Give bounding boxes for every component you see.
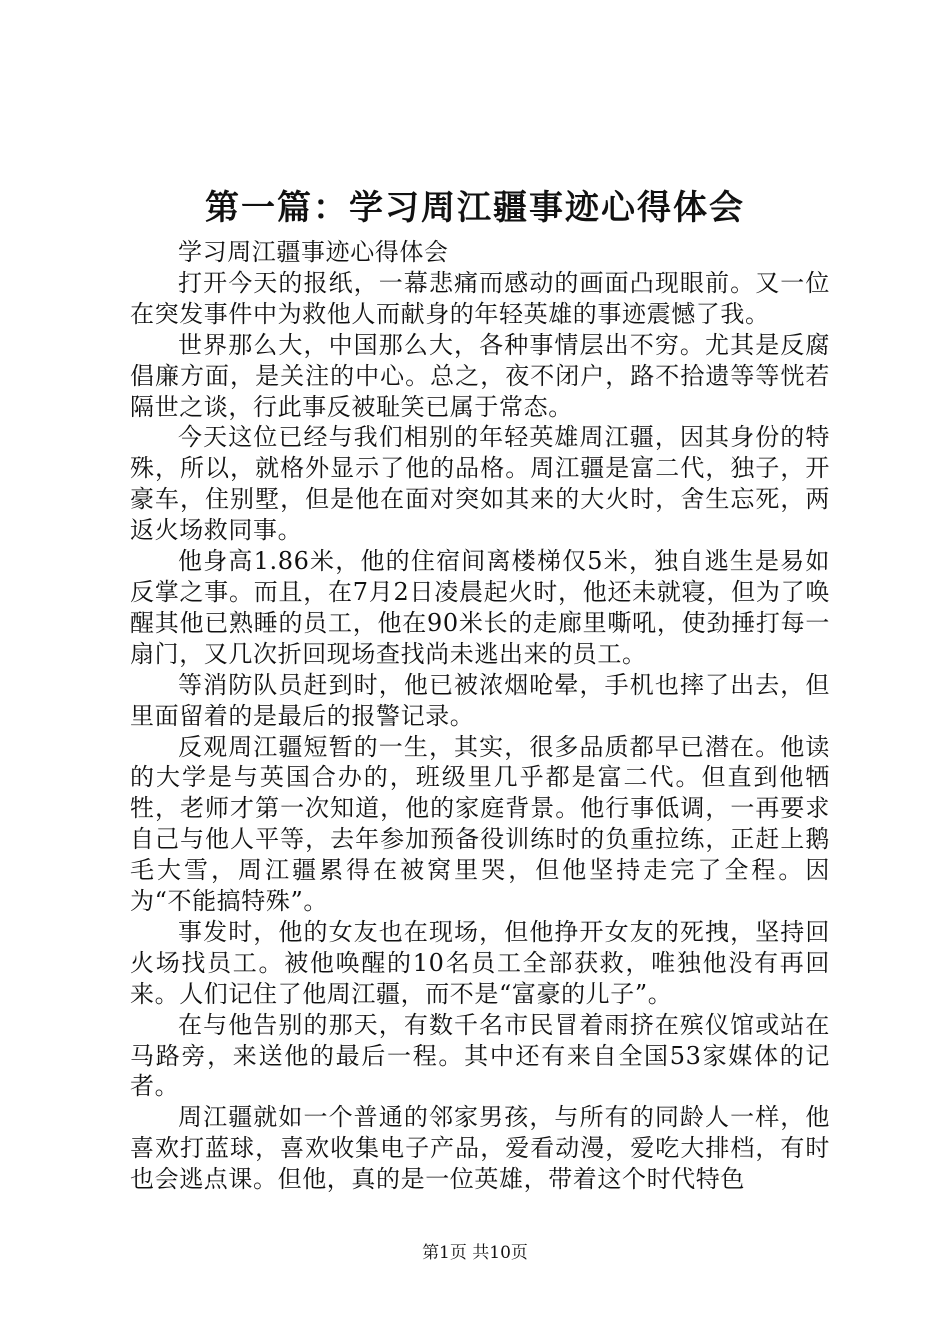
paragraph: 周江疆就如一个普通的邻家男孩，与所有的同龄人一样，他喜欢打蓝球，喜欢收集电子产品，爱看动漫，爱吃大排档，有时也会逃点课。但他，真的是一位英雄，带着这个时代特色 bbox=[130, 1103, 830, 1194]
paragraph: 事发时，他的女友也在现场，但他挣开女友的死拽，坚持回火场找员工。被他唤醒的10名员工全部获救，唯独他没有再回来。人们记住了他周江疆，而不是“富豪的儿子”。 bbox=[130, 917, 830, 1008]
paragraph: 他身高1.86米，他的住宿间离楼梯仅5米，独自逃生是易如反掌之事。而且，在7月2日凌晨起火时，他还未就寝，但为了唤醒其他已熟睡的员工，他在90米长的走廊里嘶吼，使劲捶打每一扇门，又几次折回现场查找尚未逃出来的员工。 bbox=[130, 547, 830, 668]
document-title: 第一篇：学习周江疆事迹心得体会 bbox=[205, 188, 745, 228]
paragraph: 等消防队员赶到时，他已被浓烟呛晕，手机也摔了出去，但里面留着的是最后的报警记录。 bbox=[130, 670, 830, 730]
paragraph: 打开今天的报纸，一幕悲痛而感动的画面凸现眼前。又一位在突发事件中为救他人而献身的年轻英雄的事迹震憾了我。 bbox=[130, 268, 830, 328]
paragraph: 今天这位已经与我们相别的年轻英雄周江疆，因其身份的特殊，所以，就格外显示了他的品格。周江疆是富二代，独子，开豪车，住别墅，但是他在面对突如其来的大火时，舍生忘死，两返火场救同事。 bbox=[130, 423, 830, 545]
paragraph: 在与他告别的那天，有数千名市民冒着雨挤在殡仪馆或站在马路旁，来送他的最后一程。其中还有来自全国53家媒体的记者。 bbox=[130, 1010, 830, 1101]
document-subtitle: 学习周江疆事迹心得体会 bbox=[178, 238, 449, 266]
paragraph: 世界那么大，中国那么大，各种事情层出不穷。尤其是反腐倡廉方面，是关注的中心。总之，夜不闭户，路不拾遗等等恍若隔世之谈，行此事反被耻笑已属于常态。 bbox=[130, 330, 830, 421]
document-body bbox=[130, 237, 830, 1195]
page-number-footer: 第1页 共10页 bbox=[422, 1243, 528, 1263]
paragraph: 反观周江疆短暂的一生，其实，很多品质都早已潜在。他读的大学是与英国合办的，班级里几乎都是富二代。但直到他牺牲，老师才第一次知道，他的家庭背景。他行事低调，一再要求自己与他人平等，去年参加预备役训练时的负重拉练，正赶上鹅毛大雪，周江疆累得在被窝里哭，但他坚持走完了全程。因为“不能搞特殊”。 bbox=[130, 732, 830, 916]
